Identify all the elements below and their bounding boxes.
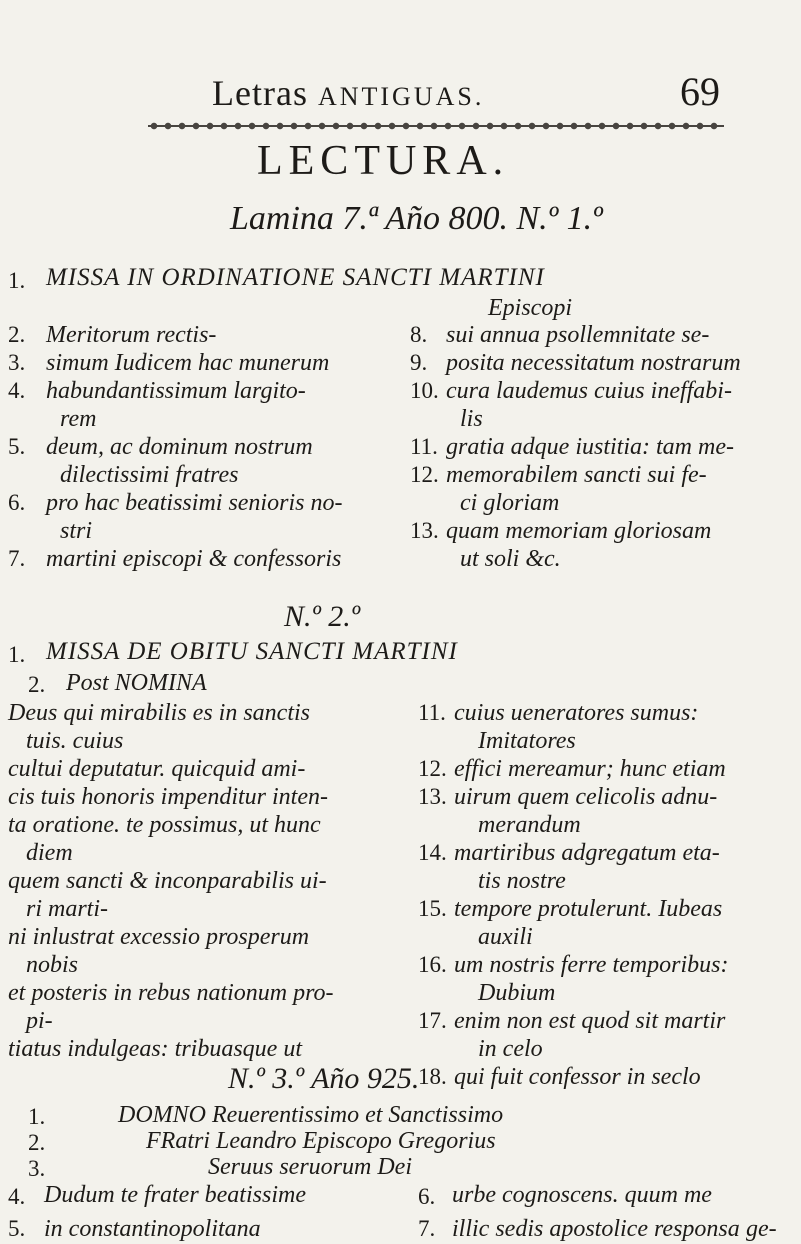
text-line: tiatus indulgeas: tribuasque ut: [8, 1036, 302, 1062]
line-number: 10.: [410, 378, 439, 403]
text-line: dilectissimi fratres: [60, 462, 239, 488]
number-2-heading: N.º 2.º: [284, 600, 361, 633]
plate-info: Lamina 7.ª Año 800. N.º 1.º: [230, 200, 603, 237]
text-line: martini episcopi & confessoris: [46, 546, 342, 572]
text-line: ta oratione. te possimus, ut hunc: [8, 812, 321, 838]
line-number: 14.: [418, 840, 447, 865]
line-number: 13.: [418, 784, 447, 809]
line-number: 1.: [8, 642, 26, 667]
text-line: nobis: [26, 952, 79, 978]
line-number: 1.: [8, 268, 26, 293]
running-head-rest: ANTIGUAS.: [317, 82, 485, 111]
text-line: illic sedis apostolice responsa: [452, 1216, 740, 1242]
text-line: tis nostre: [478, 868, 566, 894]
missa-ordinatione-title: MISSA IN ORDINATIONE SANCTI MARTINI: [46, 264, 545, 291]
text-line: posita necessitatum nostrarum: [446, 350, 741, 376]
line-number: 2.: [8, 322, 26, 347]
text-line: enim non est quod sit martir: [454, 1008, 726, 1034]
text-line: cuius ueneratores sumus:: [454, 700, 699, 726]
line-number: 6.: [418, 1184, 436, 1209]
text-line: effici mereamur; hunc etiam: [454, 756, 726, 782]
text-line: tempore protulerunt. Iubeas: [454, 896, 723, 922]
text-line: memorabilem sancti sui fe-: [446, 462, 707, 488]
text-line: quem sancti & inconparabilis ui-: [8, 868, 327, 894]
line-number: 8.: [410, 322, 428, 347]
line-number: 4.: [8, 378, 26, 403]
running-head-first: Letras: [212, 73, 308, 113]
text-line: pi-: [26, 1008, 53, 1034]
text-line: cultui deputatur. quicquid ami-: [8, 756, 306, 782]
text-line: Seruus seruorum Dei: [208, 1154, 412, 1180]
text-line: lis: [460, 406, 483, 432]
line-number: 17.: [418, 1008, 447, 1033]
line-number: 1.: [28, 1104, 46, 1129]
missa-ordinatione-subtitle: Episcopi: [488, 295, 572, 321]
text-line: auxili: [478, 924, 533, 950]
line-number: 11.: [410, 434, 438, 459]
line-number: 9.: [410, 350, 428, 375]
text-line: Dubium: [478, 980, 556, 1006]
text-line: pro hac beatissimi senioris no-: [46, 490, 343, 516]
running-head: [212, 72, 484, 114]
text-line: urbe cognoscens. quum me: [452, 1182, 712, 1208]
text-line: et posteris in rebus nationum pro-: [8, 980, 334, 1006]
line-number: 18.: [418, 1064, 447, 1089]
text-line: in celo: [478, 1036, 543, 1062]
section-title: LECTURA.: [257, 138, 510, 184]
ornament-rule: [148, 118, 724, 134]
text-line: ni inlustrat excessio prosperum: [8, 924, 310, 950]
text-line: tuis. cuius: [26, 728, 124, 754]
text-line: deum, ac dominum nostrum: [46, 434, 313, 460]
page-number: 69: [680, 69, 720, 114]
line-number: 12.: [418, 756, 447, 781]
line-number: 5.: [8, 1216, 26, 1241]
catchword: ge-: [746, 1216, 777, 1242]
text-line: cura laudemus cuius ineffabi-: [446, 378, 732, 404]
text-line: DOMNO Reuerentissimo et Sanctissimo: [118, 1102, 504, 1128]
line-number: 5.: [8, 434, 26, 459]
text-line: martiribus adgregatum eta-: [454, 840, 720, 866]
line-number: 11.: [418, 700, 446, 725]
line-number: 2.: [28, 1130, 46, 1155]
text-line: habundantissimum largito-: [46, 378, 306, 404]
text-line: rem: [60, 406, 97, 432]
text-line: Dudum te frater beatissime: [44, 1182, 306, 1208]
line-number: 6.: [8, 490, 26, 515]
number-3-heading: N.º 3.º Año 925.: [228, 1062, 420, 1095]
text-line: diem: [26, 840, 73, 866]
line-number: 3.: [28, 1156, 46, 1181]
post-nomina-line: Post NOMINA: [66, 670, 207, 696]
line-number: 4.: [8, 1184, 26, 1209]
line-number: 12.: [410, 462, 439, 487]
line-number: 7.: [418, 1216, 436, 1241]
text-line: merandum: [478, 812, 581, 838]
line-number: 2.: [28, 672, 46, 697]
text-line: ci gloriam: [460, 490, 560, 516]
line-number: 3.: [8, 350, 26, 375]
line-number: 16.: [418, 952, 447, 977]
text-line: simum Iudicem hac munerum: [46, 350, 330, 376]
text-line: uirum quem celicolis adnu-: [454, 784, 718, 810]
text-line: Deus qui mirabilis es in sanctis: [8, 700, 311, 726]
text-line: Meritorum rectis-: [46, 322, 217, 348]
text-line: Imitatores: [478, 728, 576, 754]
missa-obitu-title: MISSA DE OBITU SANCTI MARTINI: [46, 638, 458, 665]
text-line: FRatri Leandro Episcopo Gregorius: [146, 1128, 496, 1154]
text-line: in constantinopolitana: [44, 1216, 261, 1242]
text-line: sui annua psollemnitate se-: [446, 322, 710, 348]
text-line: stri: [60, 518, 93, 544]
line-number: 7.: [8, 546, 26, 571]
text-line: ut soli &c.: [460, 546, 561, 572]
text-line: cis tuis honoris impenditur inten-: [8, 784, 328, 810]
text-line: um nostris ferre temporibus:: [454, 952, 729, 978]
text-line: quam memoriam gloriosam: [446, 518, 712, 544]
text-line: gratia adque iustitia: tam me-: [446, 434, 734, 460]
line-number: 13.: [410, 518, 439, 543]
line-number: 15.: [418, 896, 447, 921]
text-line: ri marti-: [26, 896, 109, 922]
text-line: qui fuit confessor in seclo: [454, 1064, 701, 1090]
